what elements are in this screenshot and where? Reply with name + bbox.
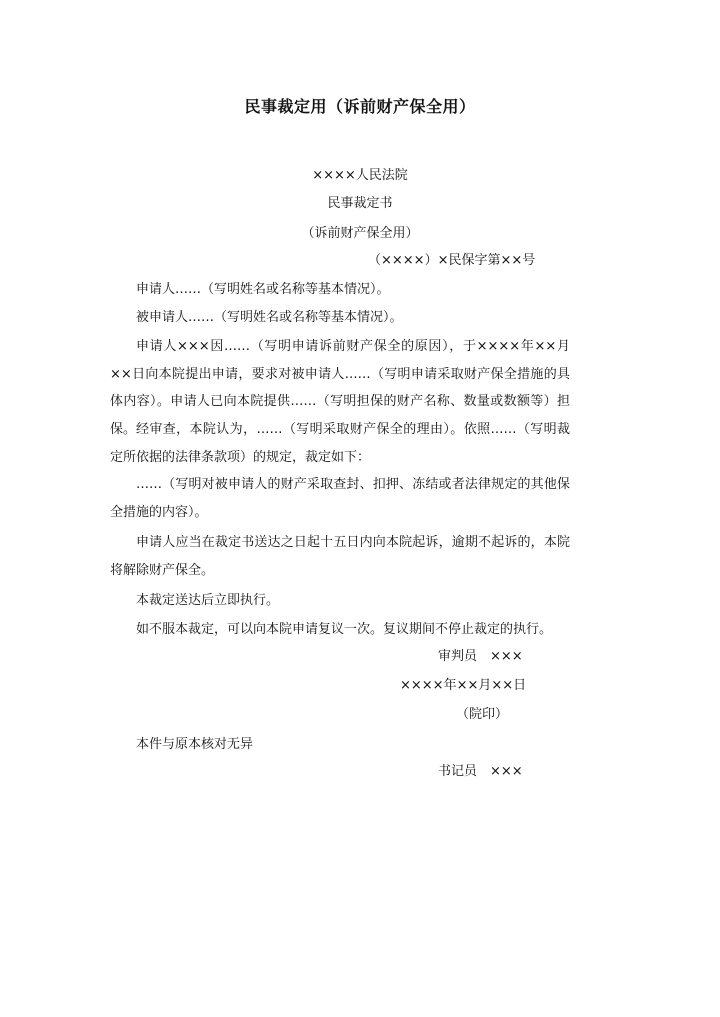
court-name: ××××人民法院	[312, 168, 408, 183]
court-seal: （院印）	[456, 707, 509, 722]
document-title: 民事裁定用（诉前财产保全用）	[244, 97, 476, 116]
body-paragraph-appeal: 如不服本裁定，可以向本院申请复议一次。复议期间不停止裁定的执行。	[136, 622, 553, 637]
document-type: 民事裁定书	[327, 196, 393, 211]
document-date: ××××年××月××日	[400, 678, 527, 693]
body-paragraph-facts: 申请人×××因……（写明申请诉前财产保全的原因），于××××年××月××日向本院提出申请，要求对被申请人……（写明申请采取财产保全措施的具体内容）。申请人已向本院提供……（写明担保的财产名称、数量或数额等）担保。	[110, 339, 570, 437]
case-number: （××××）×民保字第××号	[368, 253, 536, 268]
clerk-signature: 书记员 ×××	[438, 764, 523, 779]
body-paragraph-execution: 本裁定送达后立即执行。	[136, 593, 280, 608]
applicant-line: 申请人……（写明姓名或名称等基本情况）。	[136, 282, 390, 297]
judge-signature: 审判员 ×××	[438, 649, 523, 664]
respondent-line: 被申请人……（写明姓名或名称等基本情况）。	[136, 310, 403, 325]
document-subtype: （诉前财产保全用）	[301, 226, 419, 241]
verification-note: 本件与原本核对无异	[136, 737, 254, 752]
body-paragraph-measures: ……（写明对被申请人的财产采取查封、扣押、冻结或者法律规定的其他保全措施的内容）。	[110, 477, 570, 520]
body-paragraph-review: 经审查，本院认为，……（写明采取财产保全的理由）。依照……（写明裁定所依据的法律条款项）的规定，裁定如下：	[110, 422, 570, 465]
body-paragraph-deadline: 申请人应当在裁定书送达之日起十五日内向本院起诉，逾期不起诉的，本院将解除财产保全。	[110, 535, 570, 578]
